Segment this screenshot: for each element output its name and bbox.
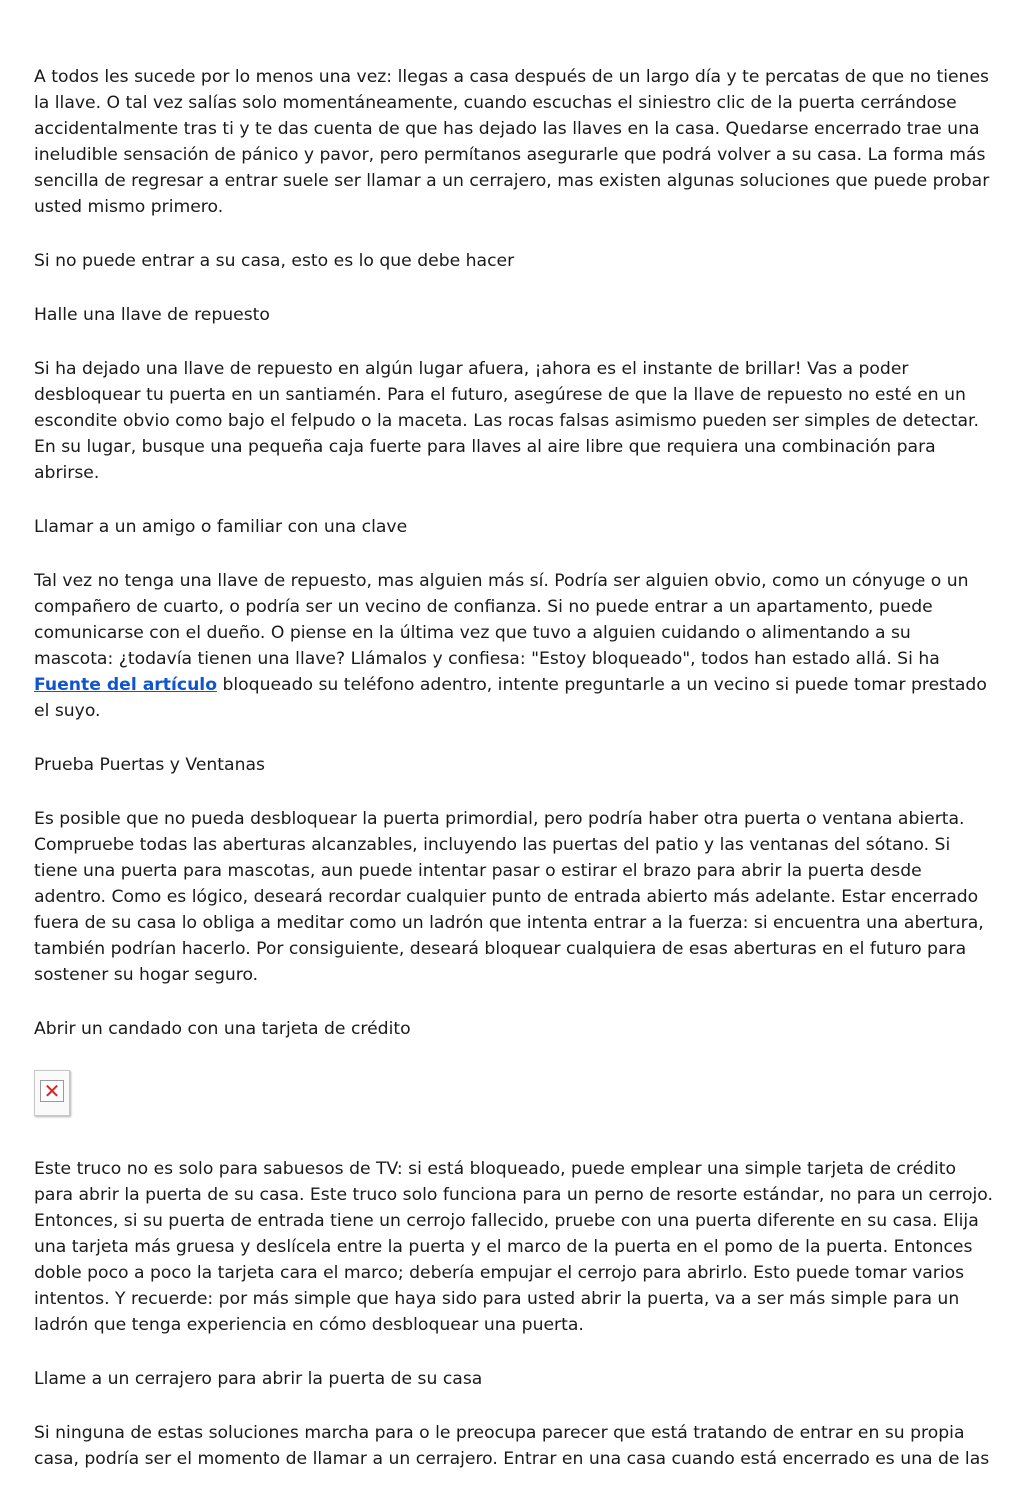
- broken-image-icon: [34, 1070, 70, 1116]
- call-friend-text-after: bloqueado su teléfono adentro, intente preguntarle a un vecino si puede tomar prestado el suyo.: [34, 675, 987, 721]
- call-friend-text-before: Tal vez no tenga una llave de repuesto, mas alguien más sí. Podría ser alguien obvio, como un cónyuge o un compañero de cuarto, o podría ser un vecino de confianza. Si no puede entrar a un apartamento, puede comunicarse con el dueño. O piense en la última vez que tuvo a alguien cuidando o alimentando a su mascota: ¿todavía tienen una llave? Llámalos y confiesa: "Estoy bloqueado", todos han estado allá. Si ha: [34, 571, 969, 669]
- article-body: [34, 64, 994, 1500]
- section-heading-main: Si no puede entrar a su casa, esto es lo que debe hacer: [34, 251, 515, 271]
- intro-paragraph: A todos les sucede por lo menos una vez: llegas a casa después de un largo día y te percatas de que no tienes la llave. O tal vez salías solo momentáneamente, cuando escuchas el siniestro clic de la puerta cerrándose accidentalmente tras ti y te das cuenta de que has dejado las llaves en la casa. Quedarse encerrado trae una ineludible sensación de pánico y pavor, pero permítanos asegurarle que podrá volver a su casa. La forma más sencilla de regresar a entrar suele ser llamar a un cerrajero, mas existen algunas soluciones que puede probar usted mismo primero.: [34, 67, 990, 217]
- credit-card-paragraph: Este truco no es solo para sabuesos de TV: si está bloqueado, puede emplear una simple tarjeta de crédito para abrir la puerta de su casa. Este truco solo funciona para un perno de resorte estándar, no para un cerrojo. Entonces, si su puerta de entrada tiene un cerrojo fallecido, pruebe con una puerta diferente en su casa. Elija una tarjeta más gruesa y deslícela entre la puerta y el marco de la puerta en el pomo de la puerta. Entonces doble poco a poco la tarjeta cara el marco; debería empujar el cerrojo para abrirlo. Esto puede tomar varios intentos. Y recuerde: por más simple que haya sido para usted abrir la puerta, va a ser más simple para un ladrón que tenga experiencia en cómo desbloquear una puerta.: [34, 1159, 993, 1335]
- doors-windows-paragraph: Es posible que no pueda desbloquear la puerta primordial, pero podría haber otra puerta o ventana abierta. Compruebe todas las aberturas alcanzables, incluyendo las puertas del patio y las ventanas del sótano. Si tiene una puerta para mascotas, aun puede intentar pasar o estirar el brazo para abrir la puerta desde adentro. Como es lógico, deseará recordar cualquier punto de entrada abierto más adelante. Estar encerrado fuera de su casa lo obliga a meditar como un ladrón que intenta entrar a la fuerza: si encuentra una abertura, también podrían hacerlo. Por consiguiente, deseará bloquear cualquiera de esas aberturas en el futuro para sostener su hogar seguro.: [34, 809, 984, 985]
- spare-key-paragraph: Si ha dejado una llave de repuesto en algún lugar afuera, ¡ahora es el instante de brillar! Vas a poder desbloquear tu puerta en un santiamén. Para el futuro, asegúrese de que la llave de repuesto no esté en un escondite obvio como bajo el felpudo o la maceta. Las rocas falsas asimismo pueden ser simples de detectar. En su lugar, busque una pequeña caja fuerte para llaves al aire libre que requiera una combinación para abrirse.: [34, 359, 979, 483]
- source-article-link[interactable]: Fuente del artículo: [34, 675, 218, 695]
- section-heading-locksmith: Llame a un cerrajero para abrir la puerta de su casa: [34, 1369, 483, 1389]
- broken-image-frame: [40, 1080, 64, 1102]
- section-heading-credit-card: Abrir un candado con una tarjeta de crédito: [34, 1019, 411, 1039]
- section-heading-doors-windows: Prueba Puertas y Ventanas: [34, 755, 265, 775]
- broken-image-x-icon: ✕: [43, 1079, 61, 1103]
- section-heading-call-friend: Llamar a un amigo o familiar con una clave: [34, 517, 408, 537]
- locksmith-paragraph: Si ninguna de estas soluciones marcha para o le preocupa parecer que está tratando de entrar en su propia casa, podría ser el momento de llamar a un cerrajero. Entrar en una casa cuando está encerrado es una de las: [34, 1423, 990, 1469]
- section-heading-spare-key: Halle una llave de repuesto: [34, 305, 270, 325]
- call-friend-paragraph: [34, 568, 994, 724]
